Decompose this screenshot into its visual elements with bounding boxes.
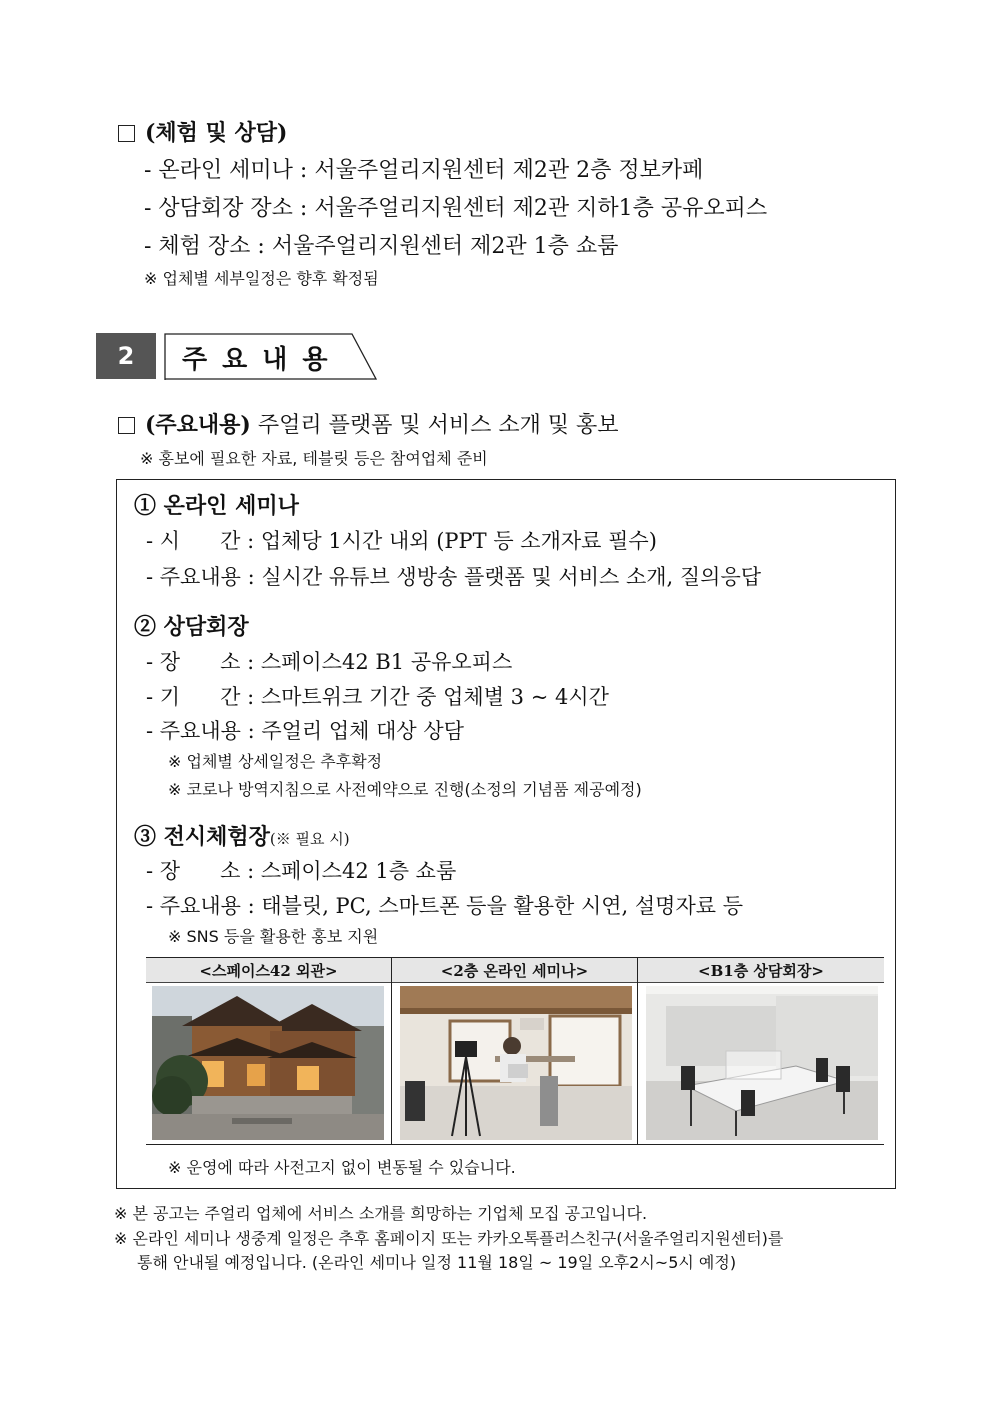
section-title: 주요내용: [182, 345, 343, 375]
exterior-photo: [152, 986, 384, 1140]
main-heading-bold: (주요내용): [145, 412, 251, 438]
top-heading-line: [118, 116, 287, 147]
b3-title-line: [134, 820, 350, 851]
b2-line-2: - 기 간 : 스마트위크 기간 중 업체별 3 ~ 4시간: [146, 685, 609, 709]
b2-note-2: ※ 코로나 방역지침으로 사전예약으로 진행(소정의 기념품 제공예정): [168, 780, 642, 799]
meeting-photo: [646, 986, 878, 1140]
section-title-box: [164, 333, 378, 381]
bottom-note-3: 통해 안내될 예정입니다. (온라인 세미나 일정 11월 18일 ~ 19일 오후2시~5시 예정): [137, 1253, 737, 1272]
main-heading-line: [118, 408, 619, 439]
b1-line-1: - 시 간 : 업체당 1시간 내외 (PPT 등 소개자료 필수): [146, 529, 657, 553]
bottom-note-1: ※ 본 공고는 주얼리 업체에 서비스 소개를 희망하는 기업체 모집 공고입니다.: [114, 1204, 648, 1223]
b3-line-2: - 주요내용 : 태블릿, PC, 스마트폰 등을 활용한 시연, 설명자료 등: [146, 894, 743, 918]
box-footnote: ※ 운영에 따라 사전고지 없이 변동될 수 있습니다.: [168, 1158, 516, 1177]
image-cell-meeting: [638, 958, 884, 1144]
checkbox-square-icon: [118, 417, 135, 434]
top-item-2: - 상담회장 장소 : 서울주얼리지원센터 제2관 지하1층 공유오피스: [144, 196, 768, 221]
b3-title: ③ 전시체험장: [134, 824, 270, 850]
seminar-photo: [400, 986, 632, 1140]
b2-line-1: - 장 소 : 스페이스42 B1 공유오피스: [146, 650, 513, 674]
main-heading-rest: 주얼리 플랫폼 및 서비스 소개 및 홍보: [250, 413, 619, 438]
b3-line-1: - 장 소 : 스페이스42 1층 쇼룸: [146, 859, 457, 883]
b2-title: ② 상담회장: [134, 614, 249, 640]
b2-line-3: - 주요내용 : 주얼리 업체 대상 상담: [146, 719, 464, 743]
b3-title-suffix: (※ 필요 시): [269, 830, 350, 848]
section-number: 2: [96, 333, 156, 379]
image-caption: <2층 온라인 세미나>: [392, 958, 637, 983]
image-caption: <B1층 상담회장>: [638, 958, 884, 983]
top-heading: (체험 및 상담): [145, 120, 288, 146]
top-note: ※ 업체별 세부일정은 향후 확정됨: [144, 269, 379, 288]
b3-note: ※ SNS 등을 활용한 홍보 지원: [168, 927, 379, 946]
b1-line-2: - 주요내용 : 실시간 유튜브 생방송 플랫폼 및 서비스 소개, 질의응답: [146, 565, 762, 589]
bottom-note-2: ※ 온라인 세미나 생중계 일정은 추후 홈페이지 또는 카카오톡플러스친구(서울주얼리지원센터)를: [114, 1229, 784, 1248]
image-table: [146, 957, 884, 1145]
image-cell-exterior: [146, 958, 391, 1144]
b2-note-1: ※ 업체별 상세일정은 추후확정: [168, 752, 383, 771]
b1-title: ① 온라인 세미나: [134, 493, 299, 519]
image-caption: <스페이스42 외관>: [146, 958, 391, 983]
top-item-3: - 체험 장소 : 서울주얼리지원센터 제2관 1층 쇼룸: [144, 234, 619, 259]
main-note: ※ 홍보에 필요한 자료, 테블릿 등은 참여업체 준비: [140, 449, 488, 468]
checkbox-square-icon: [118, 125, 135, 142]
image-cell-seminar: [392, 958, 637, 1144]
top-item-1: - 온라인 세미나 : 서울주얼리지원센터 제2관 2층 정보카페: [144, 158, 704, 183]
